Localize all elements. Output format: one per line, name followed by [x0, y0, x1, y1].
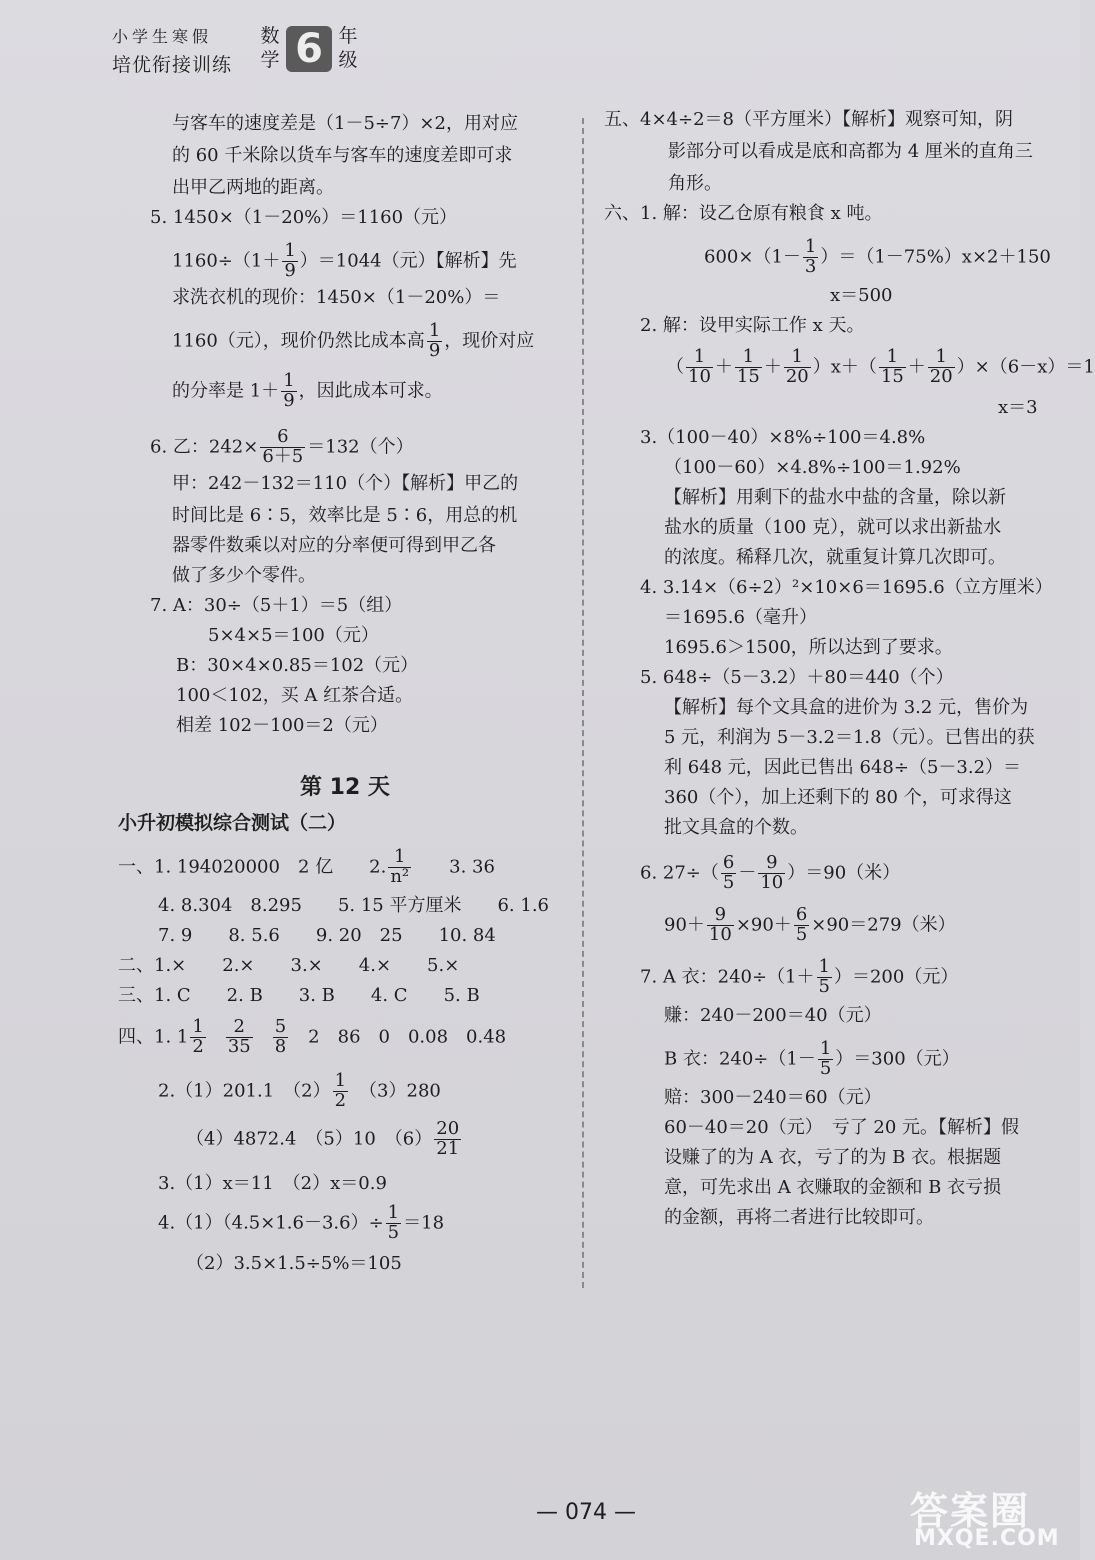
grade-label: 年级	[338, 25, 358, 71]
part-1-line: 7. 9 8. 5.6 9. 20 25 10. 84	[158, 925, 496, 946]
column-divider	[582, 118, 584, 1288]
fraction: $\frac{1}{5}$	[819, 1038, 832, 1079]
watermark-line2: MXQE.COM	[914, 1526, 1060, 1551]
fraction: $\frac{1}{9}$	[428, 320, 441, 361]
part-6-line: 4. 3.14×（6÷2）²×10×6＝1695.6（立方厘米）	[640, 577, 1053, 598]
part-3-line: 三、1. C 2. B 3. B 4. C 5. B	[118, 985, 480, 1006]
fraction: $\frac{1}{20}$	[785, 346, 809, 387]
part-5-line: 影部分可以看成是底和高都为 4 厘米的直角三	[668, 141, 1033, 162]
fraction: $\frac{1}{20}$	[929, 346, 953, 387]
subject-label: 数学	[260, 25, 280, 71]
part-6-line: ＝1695.6（毫升）	[664, 607, 817, 628]
part-6-line: 1695.6＞1500，所以达到了要求。	[664, 637, 953, 658]
fraction: $\frac{9}{10}$	[708, 904, 732, 945]
part-6-line: 【解析】用剩下的盐水中盐的含量，除以新	[664, 487, 1006, 508]
answer-5-line: 的分率是 1＋ $\frac{1}{9}$ ，因此成本可求。	[172, 370, 443, 411]
part-6-line: 5. 648÷（5－3.2）＋80＝440（个）	[640, 667, 954, 688]
part-6-line: 赔：300－240＝60（元）	[664, 1087, 882, 1108]
watermark-line1: 答案圈	[910, 1489, 1031, 1533]
fraction: $\frac{6}{6+5}$	[262, 426, 304, 467]
part-6-line: 6. 27÷（ $\frac{6}{5}$ － $\frac{9}{10}$ ）＝90（米）	[640, 852, 901, 893]
part-4-line: （4）4872.4 （5）10 （6） $\frac{20}{21}$	[186, 1118, 460, 1159]
answer-7-line: 7. A：30÷（5＋1）＝5（组）	[150, 595, 403, 616]
fraction: $\frac{5}{8}$	[274, 1016, 287, 1057]
part-5-line: 五、4×4÷2＝8（平方厘米）【解析】观察可知，阴	[604, 109, 1013, 130]
part-6-line: 5 元，利润为 5－3.2＝1.8（元）。已售出的获	[664, 727, 1035, 748]
answer-6-line: 甲：242－132＝110（个）【解析】甲乙的	[172, 473, 519, 494]
part-4-line: （2）3.5×1.5÷5%＝105	[186, 1253, 402, 1274]
fraction: $\frac{1}{5}$	[387, 1202, 400, 1243]
part-4-line: 四、1. 1 $\frac{1}{2}$ $\frac{2}{35}$ $\frac{5}{8}$ 2 86 0 0.08 0.48	[118, 1016, 507, 1057]
part-1-line: 一、1. 194020000 2 亿 2. $\frac{1}{\text{n²}}$ 3. 36	[118, 846, 495, 887]
part-6-line: 2. 解：设甲实际工作 x 天。	[640, 315, 865, 336]
fraction: $\frac{1}{5}$	[818, 956, 830, 997]
part-6-line: 利 648 元，因此已售出 648÷（5－3.2）＝	[664, 757, 1022, 778]
part-6-line: 360（个），加上还剩下的 80 个，可求得这	[664, 787, 1012, 808]
fraction: $\frac{2}{35}$	[227, 1016, 251, 1057]
part-1-line: 4. 8.304 8.295 5. 15 平方厘米 6. 1.6	[158, 895, 549, 916]
part-6-line: 赚：240－200＝40（元）	[664, 1005, 882, 1026]
left-line: 的 60 千米除以货车与客车的速度差即可求	[172, 145, 513, 166]
answer-6-line: 做了多少个零件。	[172, 565, 316, 586]
section-title: 小升初模拟综合测试（二）	[118, 812, 347, 834]
part-6-line: 批文具盒的个数。	[664, 817, 808, 838]
part-4-line: 3.（1）x＝11 （2）x＝0.9	[158, 1173, 387, 1194]
part-6-line: 的浓度。稀释几次，就重复计算几次即可。	[664, 547, 1006, 568]
part-6-line: 【解析】每个文具盒的进价为 3.2 元，售价为	[664, 697, 1029, 718]
answer-7-line: 相差 102－100＝2（元）	[176, 715, 388, 736]
brand-line2: 培优衔接训练	[112, 54, 233, 76]
part-6-line: 盐水的质量（100 克），就可以求出新盐水	[664, 517, 1002, 538]
fraction: $\frac{1}{9}$	[283, 370, 295, 411]
left-line: 与客车的速度差是（1－5÷7）×2，用对应	[172, 113, 518, 134]
part-6-line: 7. A 衣：240÷（1＋ $\frac{1}{5}$ ）＝200（元）	[640, 956, 959, 997]
grade-number: 6	[286, 26, 332, 72]
fraction: $\frac{1}{3}$	[804, 236, 817, 277]
answer-7-line: 100＜102，买 A 红茶合适。	[176, 685, 414, 706]
answer-7-line: 5×4×5＝100（元）	[208, 625, 379, 646]
day-title: 第 12 天	[300, 775, 390, 800]
answer-5-line: 1160÷（1＋ $\frac{1}{9}$ ）＝1044（元）【解析】先	[172, 240, 517, 281]
fraction: $\frac{6}{5}$	[722, 852, 735, 893]
site-watermark	[910, 1480, 1070, 1556]
fraction: $\frac{1}{15}$	[736, 346, 760, 387]
answer-7-line: B：30×4×0.85＝102（元）	[176, 655, 419, 676]
part-6-line: （ $\frac{1}{10}$ ＋ $\frac{1}{15}$ ＋ $\frac{1}{20}$ ）x＋（ $\frac{1}{15}$ ＋ $\frac{1}{20}$ ）×（6－x）＝1	[666, 346, 1095, 387]
part-6-line: 六、1. 解：设乙仓原有粮食 x 吨。	[604, 203, 883, 224]
fraction: $\frac{1}{\text{n²}}$	[390, 846, 410, 887]
fraction: $\frac{1}{2}$	[192, 1016, 204, 1057]
fraction: $\frac{1}{10}$	[688, 346, 711, 387]
part-4-line: 2.（1）201.1 （2） $\frac{1}{2}$ （3）280	[158, 1070, 441, 1111]
part-6-line: 设赚了的为 A 衣，亏了的为 B 衣。根据题	[664, 1147, 1002, 1168]
fraction: $\frac{1}{9}$	[284, 240, 296, 281]
left-line: 出甲乙两地的距离。	[172, 177, 334, 198]
part-4-line: 4.（1）（4.5×1.6－3.6）÷ $\frac{1}{5}$ ＝18	[158, 1202, 445, 1243]
part-5-line: 角形。	[668, 173, 722, 194]
part-6-line: x＝3	[998, 397, 1038, 418]
fraction: $\frac{1}{15}$	[880, 346, 904, 387]
fraction: $\frac{20}{21}$	[436, 1118, 460, 1159]
fraction: $\frac{6}{5}$	[795, 904, 808, 945]
part-6-line: x＝500	[830, 285, 893, 306]
part-6-line: （100－60）×4.8%÷100＝1.92%	[664, 457, 961, 478]
part-6-line: 3.（100－40）×8%÷100＝4.8%	[640, 427, 926, 448]
fraction: $\frac{1}{2}$	[334, 1070, 347, 1111]
answer-5-line: 求洗衣机的现价：1450×（1－20%）＝	[172, 287, 501, 308]
answer-6-line: 器零件数乘以对应的分率便可得到甲乙各	[172, 535, 496, 556]
brand-line1: 小学生寒假	[112, 27, 213, 46]
part-6-line: B 衣：240÷（1－ $\frac{1}{5}$ ）＝300（元）	[664, 1038, 960, 1079]
part-2-line: 二、1.× 2.× 3.× 4.× 5.×	[118, 955, 460, 976]
part-6-line: 的金额，再将二者进行比较即可。	[664, 1207, 934, 1228]
answer-5-line: 1160（元），现价仍然比成本高 $\frac{1}{9}$ ，现价对应	[172, 320, 535, 361]
part-6-line: 600×（1－ $\frac{1}{3}$ ）＝（1－75%）x×2＋150	[704, 236, 1051, 277]
page-number: — 074 —	[536, 1500, 636, 1525]
answer-6-line: 6. 乙：242× $\frac{6}{6+5}$ ＝132（个）	[150, 426, 414, 467]
part-6-line: 意，可先求出 A 衣赚取的金额和 B 衣亏损	[664, 1177, 1002, 1198]
part-6-line: 90＋ $\frac{9}{10}$ ×90＋ $\frac{6}{5}$ ×90＝279（米）	[664, 904, 956, 945]
fraction: $\frac{9}{10}$	[760, 852, 784, 893]
answer-5-line: 5. 1450×（1－20%）＝1160（元）	[150, 207, 458, 228]
part-6-line: 60－40＝20（元） 亏了 20 元。【解析】假	[664, 1117, 1020, 1138]
answer-6-line: 时间比是 6∶5，效率比是 5∶6，用总的机	[172, 505, 518, 526]
